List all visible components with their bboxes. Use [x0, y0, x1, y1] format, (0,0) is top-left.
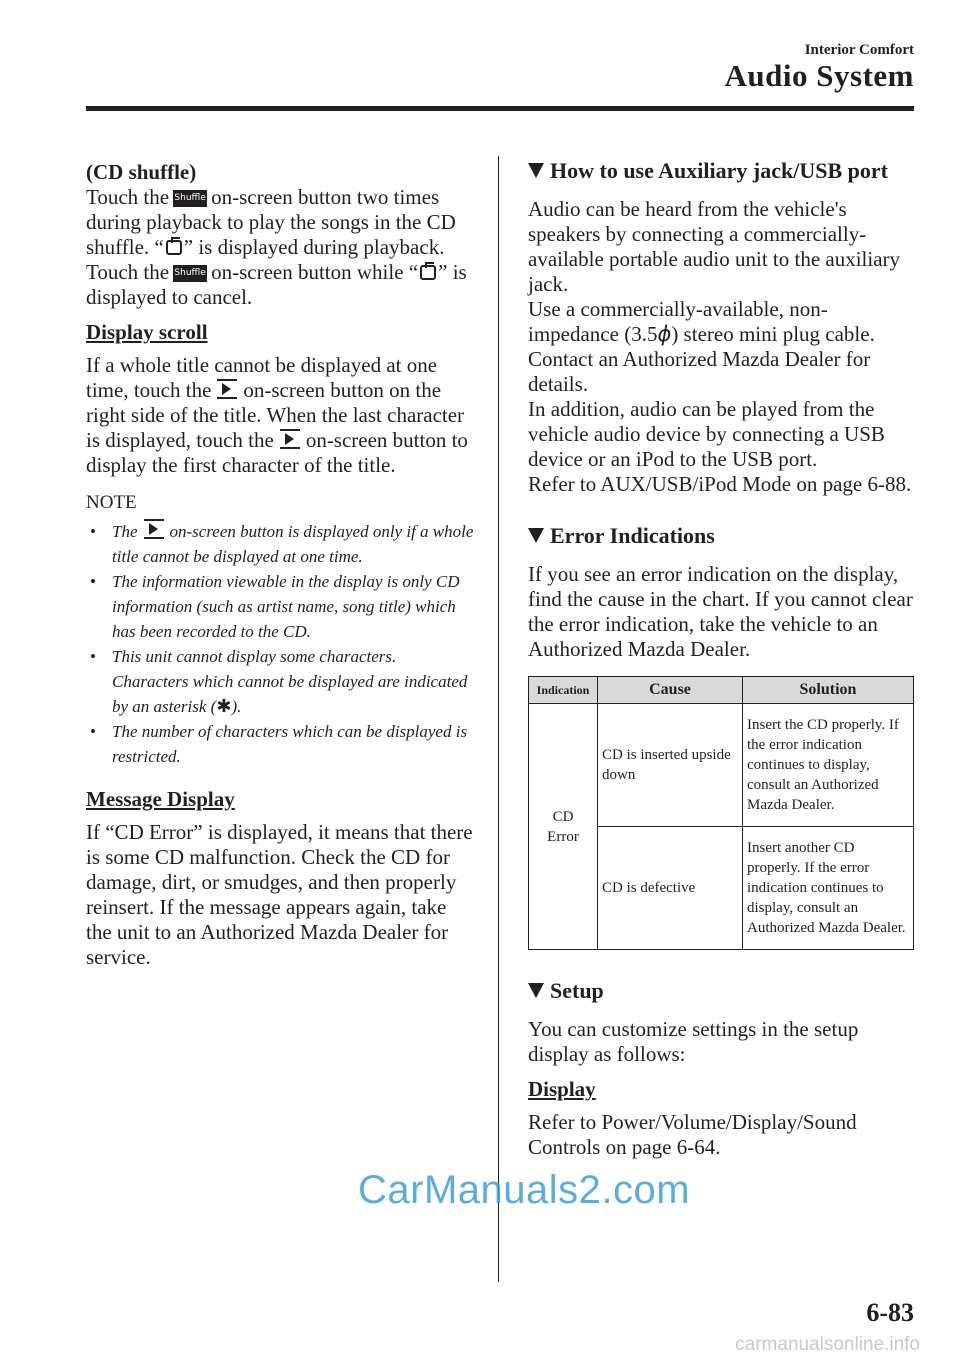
- setup-section-heading: [528, 978, 918, 1003]
- errors-heading-text: Error Indications: [550, 523, 715, 548]
- message-display-heading: Message Display: [86, 787, 235, 811]
- scroll-button-icon: [217, 379, 237, 399]
- display-scroll-heading: Display scroll: [86, 320, 208, 344]
- note-item: [86, 644, 476, 719]
- watermark-carmanualsonline: carmanualsonline.info: [735, 1334, 920, 1355]
- setup-paragraph: You can customize settings in the setup display as follows:: [528, 1017, 859, 1066]
- error-indication-table: [528, 676, 914, 950]
- note-item: • The information viewable in the display is only CD information (such as artist name, song title) which has been recorded to the CD.: [86, 569, 476, 644]
- note-title: NOTE: [86, 492, 137, 513]
- table-header-indication: Indication: [529, 677, 598, 704]
- note-item-3-text-a: This unit cannot display some characters. Characters which cannot be displayed are indicated by an asterisk (: [112, 647, 468, 716]
- cd-shuffle-p2-text-c: ” is displayed to cancel.: [86, 260, 467, 309]
- triangle-marker-icon: [528, 163, 544, 178]
- display-scroll-paragraph: [86, 353, 476, 478]
- diameter-icon: ϕ: [657, 322, 672, 346]
- aux-heading-text: How to use Auxiliary jack/USB port: [550, 158, 888, 183]
- aux-p2-text-b: ) stereo mini plug cable. Contact an Authorized Mazda Dealer for details.: [528, 322, 875, 396]
- note-item-3-text-b: ).: [231, 697, 242, 716]
- aux-p2-text-a: Use a commercially-available, non-impedance (3.5: [528, 297, 828, 346]
- cd-shuffle-heading: (CD shuffle): [86, 160, 197, 184]
- errors-section-heading: [528, 523, 918, 548]
- shuffle-icon: Shuffle: [173, 190, 207, 207]
- aux-paragraph-3: In addition, audio can be played from the vehicle audio device by connecting a USB device or an iPod to the USB port.: [528, 397, 885, 471]
- right-column: [528, 158, 918, 1160]
- table-header-row: [529, 677, 914, 704]
- table-cell-indication: [529, 704, 598, 950]
- display-scroll-text-a: If a whole title cannot be displayed at one time, touch the: [86, 353, 438, 402]
- aux-section-heading: [528, 158, 918, 183]
- table-header-cause: Cause: [598, 677, 743, 704]
- table-header-solution: Solution: [743, 677, 914, 704]
- cd-shuffle-p1-text-c: ” is displayed during playback.: [183, 235, 445, 259]
- message-display-paragraph: If “CD Error” is displayed, it means that there is some CD malfunction. Check the CD for damage, dirt, or smudges, and then properly reinsert. If the message appears again, take the unit to an Authorized Mazda Dealer for service.: [86, 820, 473, 969]
- note-list: [86, 519, 476, 769]
- table-row: [529, 704, 914, 827]
- cd-shuffle-indicator-icon: [166, 240, 182, 255]
- cd-shuffle-paragraph-1: [86, 185, 476, 260]
- aux-paragraph-2: [528, 297, 918, 397]
- setup-display-heading: Display: [528, 1077, 596, 1101]
- setup-heading-text: Setup: [550, 978, 604, 1003]
- note-item-1-text-a: The: [112, 522, 138, 541]
- header-section-label: Interior Comfort: [804, 42, 914, 58]
- cd-shuffle-p2-text-b: on-screen button while “: [211, 260, 419, 284]
- table-cell-solution: Insert another CD properly. If the error indication continues to display, consult an Authorized Mazda Dealer.: [743, 827, 914, 950]
- scroll-button-icon: [280, 429, 300, 449]
- display-scroll-text-c: on-screen button to display the first character of the title.: [86, 428, 468, 477]
- watermark-carmanuals2: CarManuals2.com: [358, 1168, 691, 1212]
- indication-line-1: CD: [552, 808, 574, 825]
- cd-shuffle-p2-text-a: Touch the: [86, 260, 170, 284]
- aux-paragraph-4: Refer to AUX/USB/iPod Mode on page 6-88.: [528, 472, 912, 496]
- header-rule: [86, 106, 914, 111]
- triangle-marker-icon: [528, 528, 544, 543]
- column-divider: [498, 156, 499, 1282]
- cd-shuffle-indicator-icon: [420, 265, 436, 280]
- note-item: • The number of characters which can be displayed is restricted.: [86, 719, 476, 769]
- asterisk-icon: ✱: [216, 696, 232, 717]
- table-cell-cause: CD is defective: [598, 827, 743, 950]
- page-title: Audio System: [724, 58, 914, 93]
- table-cell-cause: CD is inserted upside down: [598, 704, 743, 827]
- scroll-button-icon: [144, 519, 164, 539]
- note-item: [86, 519, 476, 569]
- table-cell-solution: Insert the CD properly. If the error indication continues to display, consult an Authorized Mazda Dealer.: [743, 704, 914, 827]
- triangle-marker-icon: [528, 983, 544, 998]
- cd-shuffle-p1-text-b: on-screen button two times during playback to play the songs in the CD shuffle. “: [86, 185, 456, 259]
- cd-shuffle-paragraph-2: [86, 260, 476, 310]
- indication-line-2: Error: [547, 828, 579, 845]
- aux-paragraph-1: Audio can be heard from the vehicle's speakers by connecting a commercially-available portable audio unit to the auxiliary jack.: [528, 197, 901, 296]
- shuffle-icon: Shuffle: [173, 265, 207, 282]
- cd-shuffle-p1-text-a: Touch the: [86, 185, 170, 209]
- errors-paragraph: If you see an error indication on the display, find the cause in the chart. If you cannot clear the error indication, take the vehicle to an Authorized Mazda Dealer.: [528, 562, 913, 661]
- page-number: 6-83: [866, 1298, 914, 1327]
- note-item-1-text-b: on-screen button is displayed only if a whole title cannot be displayed at one time.: [112, 522, 474, 566]
- setup-display-paragraph: Refer to Power/Volume/Display/Sound Controls on page 6-64.: [528, 1110, 857, 1159]
- display-scroll-text-b: on-screen button on the right side of the title. When the last character is displayed, touch the: [86, 378, 465, 452]
- left-column: [86, 160, 476, 970]
